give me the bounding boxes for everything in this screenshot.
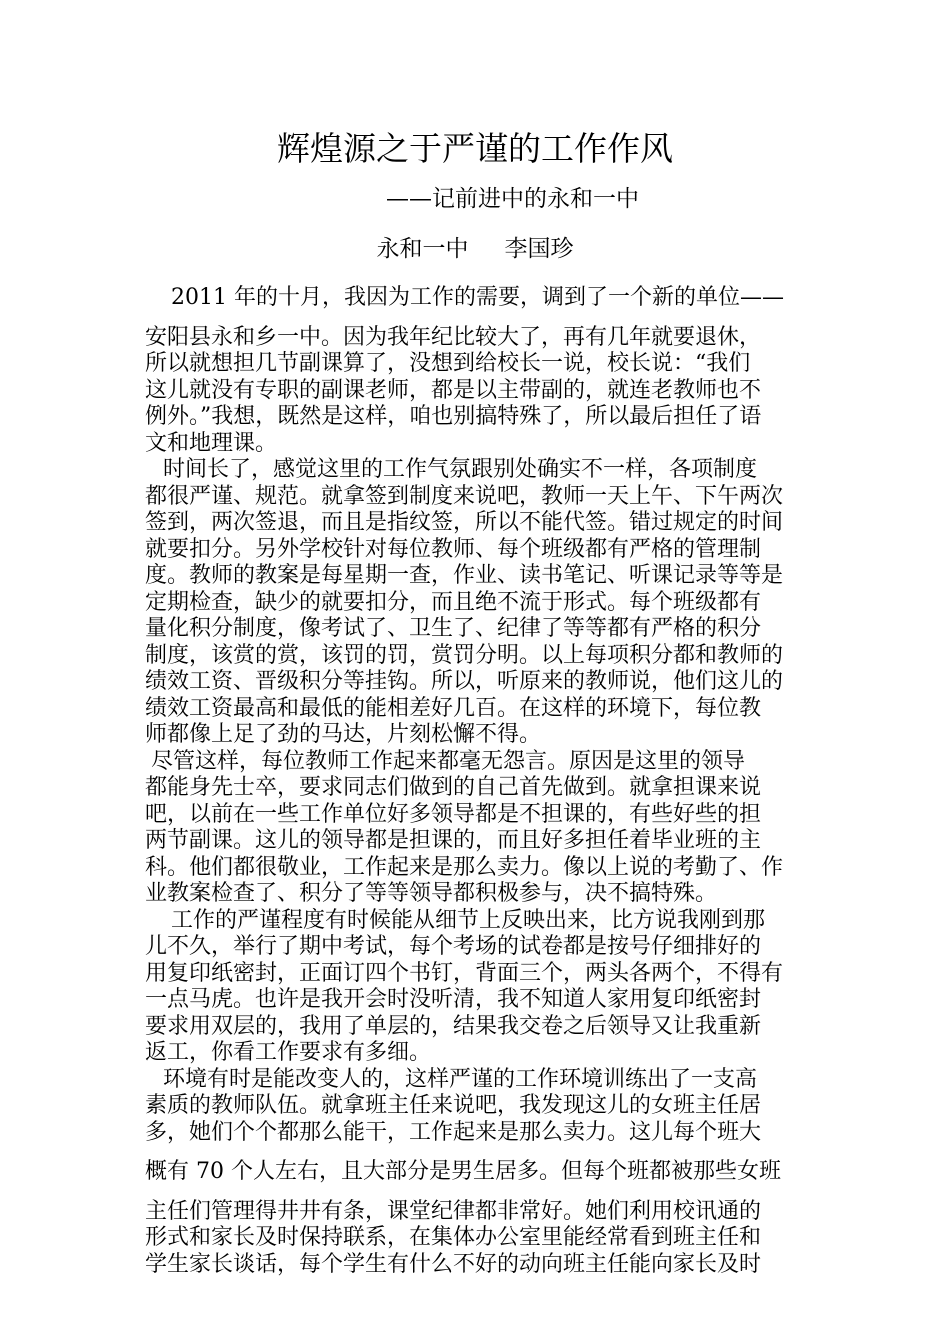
text-line: 都能身先士卒，要求同志们做到的自己首先做到。就拿担课来说: [145, 775, 762, 800]
text-line: 文和地理课。: [145, 430, 278, 456]
text-line: 概有 70 个人左右，且大部分是男生居多。但每个班都被那些女班: [145, 1159, 781, 1184]
text-line: 返工，你看工作要求有多细。: [145, 1040, 432, 1065]
text-line: 儿不久，举行了期中考试，每个考场的试卷都是按号仔细排好的: [145, 934, 762, 959]
text-line: 素质的教师队伍。就拿班主任来说吧，我发现这儿的女班主任居: [145, 1093, 762, 1118]
text-line: 学生家长谈话，每个学生有什么不好的动向班主任能向家长及时: [145, 1251, 762, 1277]
text-line: 业教案检查了、积分了等等领导都积极参与，决不搞特殊。: [145, 881, 718, 906]
text-line: 定期检查，缺少的就要扣分，而且绝不流于形式。每个班级都有: [145, 589, 762, 615]
document-subtitle: ——记前进中的永和一中: [386, 186, 639, 212]
text-line: 绩效工资、晋级积分等挂钩。所以，听原来的教师说，他们这儿的: [145, 669, 784, 694]
text-line: 吧，以前在一些工作单位好多领导都是不担课的，有些好些的担: [145, 801, 762, 827]
text-line: 师都像上足了劲的马达，片刻松懈不得。: [145, 722, 542, 747]
text-line: 一点马虎。也许是我开会时没听清，我不知道人家用复印纸密封: [145, 987, 762, 1012]
text-line: 用复印纸密封，正面订四个书钉，背面三个，两头各两个，不得有: [145, 960, 784, 986]
text-line: 量化积分制度，像考试了、卫生了、纪律了等等都有严格的积分: [145, 616, 762, 641]
text-line: 2011 年的十月，我因为工作的需要，调到了一个新的单位——: [171, 285, 784, 310]
author-name: 李国珍: [504, 236, 574, 262]
text-line: 工作的严谨程度有时候能从细节上反映出来，比方说我刚到那: [171, 907, 766, 933]
text-line: 绩效工资最高和最低的能相差好几百。在这样的环境下，每位教: [145, 695, 762, 721]
text-line: 都很严谨、规范。就拿签到制度来说吧，教师一天上午、下午两次: [145, 483, 784, 509]
text-line: 要求用双层的，我用了单层的，结果我交卷之后领导又让我重新: [145, 1013, 762, 1039]
text-line: 制度，该赏的赏，该罚的罚，赏罚分明。以上每项积分都和教师的: [145, 642, 784, 668]
text-line: 形式和家长及时保持联系，在集体办公室里能经常看到班主任和: [145, 1225, 762, 1250]
author-line: [0, 232, 950, 266]
text-line: 就要扣分。另外学校针对每位教师、每个班级都有严格的管理制: [145, 536, 762, 562]
text-line: 科。他们都很敬业，工作起来是那么卖力。像以上说的考勤了、作: [145, 854, 784, 880]
text-line: 时间长了，感觉这里的工作气氛跟别处确实不一样，各项制度: [163, 457, 758, 482]
text-line: 尽管这样，每位教师工作起来都毫无怨言。原因是这里的领导: [151, 748, 746, 774]
document-body: [145, 285, 805, 1278]
author-school: 永和一中: [376, 236, 469, 262]
document-title: 辉煌源之于严谨的工作作风: [277, 129, 673, 168]
text-line: 例外。”我想，既然是这样，咱也别搞特殊了，所以最后担任了语: [145, 404, 762, 429]
text-line: 度。教师的教案是每星期一查，作业、读书笔记、听课记录等等是: [145, 563, 784, 588]
text-line: 安阳县永和乡一中。因为我年纪比较大了，再有几年就要退休，: [145, 324, 762, 350]
text-line: 签到，两次签退，而且是指纹签，所以不能代签。错过规定的时间: [145, 510, 784, 535]
text-line: 所以就想担几节副课算了，没想到给校长一说，校长说：“我们: [145, 351, 751, 376]
text-line: 两节副课。这儿的领导都是担课的，而且好多担任着毕业班的主: [145, 828, 762, 853]
text-line: 环境有时是能改变人的，这样严谨的工作环境训练出了一支高: [163, 1066, 758, 1092]
text-line: 主任们管理得井井有条，课堂纪律都非常好。她们利用校讯通的: [145, 1198, 762, 1224]
text-line: 多，她们个个都那么能干，工作起来是那么卖力。这儿每个班大: [145, 1119, 762, 1145]
text-line: 这儿就没有专职的副课老师，都是以主带副的，就连老教师也不: [145, 377, 762, 403]
